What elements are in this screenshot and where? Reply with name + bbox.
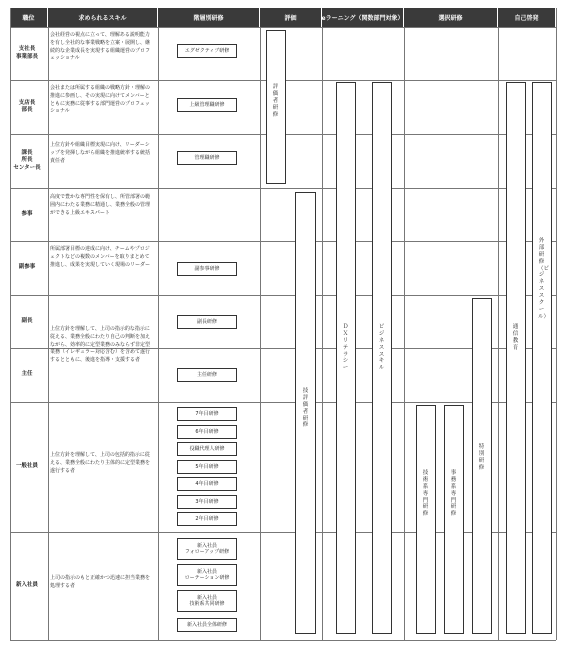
eval-manager-label: 評価者研修 xyxy=(272,84,279,118)
training-y2: 2年目研修 xyxy=(177,512,237,526)
training-y6: 6年目研修 xyxy=(177,425,237,439)
col-divider xyxy=(158,27,159,640)
special-training-label: 特別研修 xyxy=(478,444,485,471)
training-y3: 3年目研修 xyxy=(177,495,237,509)
training-y5: 5年目研修 xyxy=(177,460,237,474)
col-divider xyxy=(498,27,499,640)
eval-general-label: 技評価者研修 xyxy=(302,388,309,429)
correspondence-label: 通信教育 xyxy=(512,324,519,351)
training-leader: 役職代理人研修 xyxy=(177,442,237,456)
col-divider xyxy=(556,8,557,640)
training-y7: 7年目研修 xyxy=(177,407,237,421)
skill-text: 上位方針を理解して、上司の指示的な指示に従える、業務全般にわたり自己の判断を加えながら、効率的に定型業務のみならず非定型業務（イレギュラー対応含む）を含めて遂行するとともに、後進を指導・支援する者 xyxy=(50,326,151,363)
header-selective: 選択研修 xyxy=(404,8,498,27)
training-section: 管理職研修 xyxy=(177,151,237,165)
header-skills: 求められるスキル xyxy=(48,8,158,27)
skill-text: 高度で豊かな専門性を保有し、所管部署の範囲内にわたる業務に精通し、業務全般の管理ができる上級エキスパート xyxy=(50,194,151,216)
rank-ippan: 一般社員 xyxy=(15,463,38,470)
rank-kacho: 課長 所長 センター長 xyxy=(13,149,41,171)
rank-shitencho: 支店長 部長 xyxy=(18,99,36,113)
dx-literacy-label: ＤＸリテラシー xyxy=(342,324,349,372)
training-followup: 新入社員 フォローアップ研修 xyxy=(177,538,237,560)
training-tech: 新入社員 技術系共同研修 xyxy=(177,590,237,612)
skill-text: 会社または所属する組織の戦略方針・理解の推進に参画し、その実現に向けてメンバーとともに実務に従事する部門運営のプロフェッショナル xyxy=(50,85,151,115)
tech-training-label: 技術系専門研修 xyxy=(422,470,429,518)
skill-text: 会社経営の視点に立って、理解ある説明能力を有し全社的な事業戦略を立案・展開し、継続的な企業成長を実現する組織運営のプロフェッショナル xyxy=(50,32,151,62)
col-divider xyxy=(48,27,49,640)
header-evaluation: 評価 xyxy=(260,8,322,27)
training-rotation: 新入社員 ローテーション研修 xyxy=(177,564,237,586)
rank-shishacho: 支社長 事業部長 xyxy=(15,46,38,60)
tech-training-bar xyxy=(416,405,436,634)
col-divider xyxy=(260,27,261,640)
rank-fukucho: 副長 xyxy=(21,317,33,324)
training-y4: 4年目研修 xyxy=(177,477,237,491)
row-divider xyxy=(10,27,556,28)
row-divider xyxy=(10,640,556,641)
external-training-label: 外部研修（ビジネススクール） xyxy=(538,238,550,320)
skill-text: 上位方針を理解して、上司の包括的指示に従える、業務全般にわたり主体的に定型業務を遂行する者 xyxy=(50,452,151,474)
header-rank: 職位 xyxy=(10,8,48,27)
external-training-bar xyxy=(532,82,552,634)
training-fukucho: 副長研修 xyxy=(177,315,237,329)
header-selfdev: 自己啓発 xyxy=(498,8,556,27)
rank-shinnyu: 新入社員 xyxy=(15,582,38,589)
skill-text: 上位方針や組織目標実現に向け、リーダーシップを発揮しながら組織を推進統率する統括責任者 xyxy=(50,142,151,164)
business-skill-label: ビジネススキル xyxy=(378,324,385,372)
col-divider xyxy=(404,27,405,640)
row-divider xyxy=(10,241,556,242)
training-exec: エグゼクティブ研修 xyxy=(177,44,237,58)
training-shunin: 主任研修 xyxy=(177,368,237,382)
training-general: 新入社員全体研修 xyxy=(177,618,237,632)
jimu-training-label: 事務系専門研修 xyxy=(450,470,457,518)
correspondence-bar xyxy=(506,82,526,634)
jimu-training-bar xyxy=(444,405,464,634)
rank-fukusanji: 副参事 xyxy=(18,264,36,271)
rank-sanji: 参事 xyxy=(21,210,33,217)
header-tiered: 階層別研修 xyxy=(158,8,260,27)
row-divider xyxy=(10,188,556,189)
col-divider xyxy=(322,27,323,640)
skill-text: 所属部署目標の達成に向け、チームやプロジェクトなどの複数のメンバーを取りまとめて推進し、成果を実現していく現場のリーダー xyxy=(50,246,151,268)
training-manager: 上級管理職研修 xyxy=(177,98,237,112)
skill-text: 上司の指示のもと正確かつ迅速に担当業務を処理する者 xyxy=(50,575,151,589)
header-elearning: eラーニング（関数部門対象） xyxy=(322,8,404,27)
row-divider xyxy=(10,295,556,296)
rank-shunin: 主任 xyxy=(21,371,33,378)
training-sanji: 副参事研修 xyxy=(177,262,237,276)
